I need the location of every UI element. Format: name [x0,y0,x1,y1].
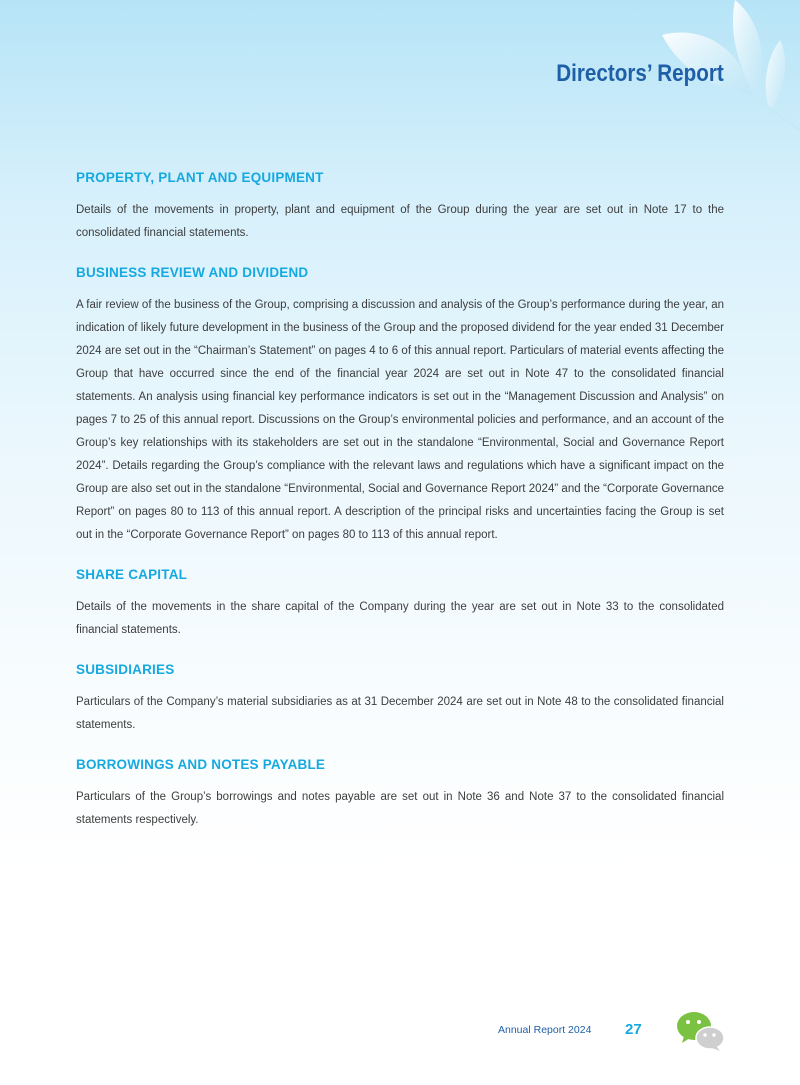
section-heading: SHARE CAPITAL [76,567,188,582]
section-heading: BORROWINGS AND NOTES PAYABLE [76,757,326,772]
section-property-plant-equipment [76,170,724,245]
report-body [76,170,724,852]
section-business-review-dividend [76,265,724,547]
section-paragraph: Details of the movements in the share capital of the Company during the year are set out in Note 33 to the consolidated financial statements. [76,601,724,636]
section-paragraph: Particulars of the Company’s material subsidiaries as at 31 December 2024 are set out in Note 48 to the consolidated financial statements. [76,696,724,731]
section-paragraph: A fair review of the business of the Group, comprising a discussion and analysis of the Group’s performance during the year, an indication of likely future development in the business of the Group and the proposed dividend for the year ended 31 December 2024 are set out in the “Chairman’s Statement” on pages 4 to 6 of this annual report. Particulars of material events affecting the Group that have occurred since the end of the financial year 2024 are set out in Note 47 to the consolidated financial statements. An analysis using financial key performance indicators is set out in the “Management Discussion and Analysis” on pages 7 to 25 of this annual report. Discussions on the Group’s environmental policies and performance, and an account of the Group’s key relationships with its stakeholders are set out in the standalone “Environmental, Social and Governance Report 2024”. Details regarding the Group’s compliance with the relevant laws and regulations which have a significant impact on the Group are also set out in the standalone “Environmental, Social and Governance Report 2024” and the “Corporate Governance Report” on pages 80 to 113 of this annual report. A description of the principal risks and uncertainties facing the Group is set out in the “Corporate Governance Report” on pages 80 to 113 of this annual report. [76,299,724,541]
page-number: 27 [625,1021,642,1038]
page-title: Directors’ Report [556,60,724,87]
section-subsidiaries [76,662,724,737]
section-heading: SUBSIDIARIES [76,662,175,677]
wechat-logo-icon [674,1010,726,1052]
section-paragraph: Details of the movements in property, plant and equipment of the Group during the year are set out in Note 17 to the consolidated financial statements. [76,204,724,239]
section-heading: PROPERTY, PLANT AND EQUIPMENT [76,170,324,185]
section-heading: BUSINESS REVIEW AND DIVIDEND [76,265,309,280]
section-share-capital [76,567,724,642]
footer-report-label: Annual Report 2024 [498,1024,592,1036]
section-paragraph: Particulars of the Group’s borrowings and notes payable are set out in Note 36 and Note 37 to the consolidated financial statements respectively. [76,791,724,826]
section-borrowings-notes-payable [76,757,724,832]
